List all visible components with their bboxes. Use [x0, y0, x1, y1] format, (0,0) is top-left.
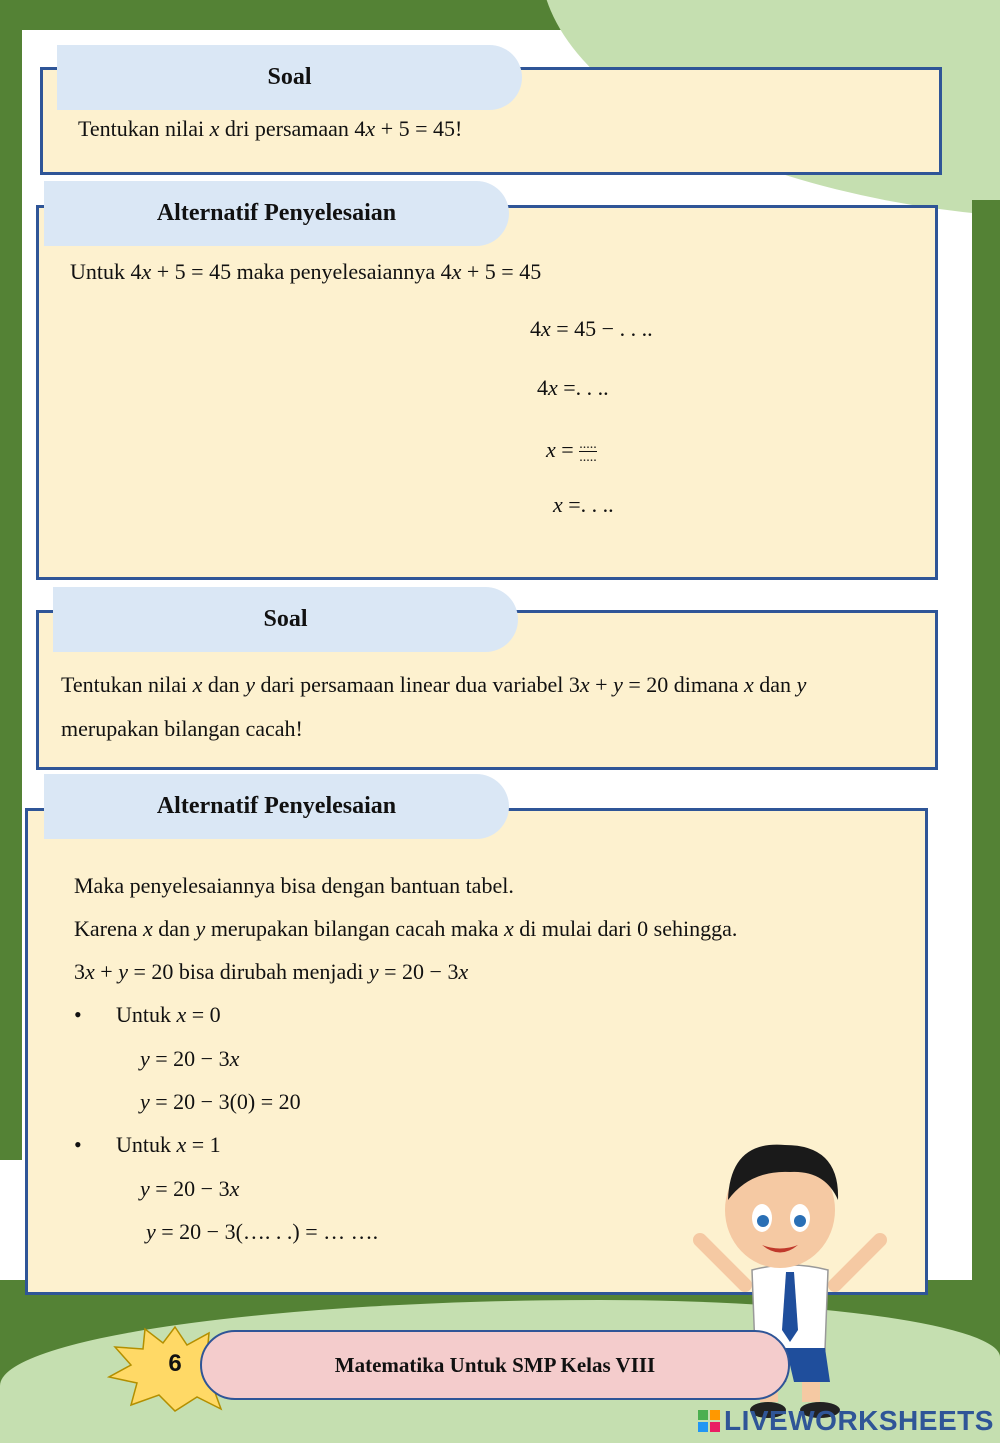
left-green-strip — [0, 30, 22, 1160]
variable-x: x — [229, 1046, 240, 1071]
variable-x: x — [143, 916, 153, 941]
solution-1-step-3 — [546, 436, 597, 464]
fraction-denominator: ..... — [579, 450, 597, 466]
solution-1-step-2: 4x =. . .. — [537, 375, 609, 400]
solution-1-step-1: 4x = 45 − . . .. — [530, 316, 653, 341]
variable-y: y — [368, 959, 379, 984]
step-3-lhs: x = — [546, 437, 580, 462]
liveworksheets-watermark[interactable]: LIVEWORKSHEETS — [724, 1405, 994, 1436]
question-2-title: Soal — [53, 587, 518, 652]
question-1-title: Soal — [57, 45, 522, 110]
variable-x: x — [176, 1132, 187, 1157]
footer-banner: Matematika Untuk SMP Kelas VIII — [200, 1330, 790, 1400]
variable-y: y — [140, 1176, 150, 1201]
variable-y: y — [146, 1219, 156, 1244]
solution-1-title: Alternatif Penyelesaian — [44, 181, 509, 246]
variable-x: x — [85, 959, 95, 984]
variable-x: x — [548, 375, 558, 400]
variable-x: x — [546, 437, 556, 462]
variable-x: x — [504, 916, 514, 941]
variable-x: x — [229, 1176, 240, 1201]
variable-y: y — [118, 959, 128, 984]
question-1-text: Tentukan nilai x dri persamaan 4x + 5 = 45! — [78, 116, 463, 141]
variable-x: x — [458, 959, 469, 984]
variable-y: y — [245, 672, 255, 697]
variable-x: x — [141, 259, 152, 284]
bullet-2-text: Untuk x = 1 — [116, 1132, 221, 1157]
variable-y: y — [195, 916, 206, 941]
right-green-strip — [972, 200, 1000, 1300]
variable-x: x — [451, 259, 462, 284]
bullet-1-text: Untuk x = 0 — [116, 1002, 221, 1027]
variable-x: x — [365, 116, 376, 141]
variable-x: x — [176, 1002, 187, 1027]
bullet-2-line-2: y = 20 − 3(…. . .) = … …. — [146, 1219, 379, 1244]
variable-x: x — [541, 316, 551, 341]
bullet-2-line-1: y = 20 − 3x — [140, 1176, 240, 1201]
variable-y: y — [140, 1046, 150, 1071]
variable-y: y — [613, 672, 623, 697]
variable-y: y — [140, 1089, 150, 1114]
page-number: 6 — [168, 1350, 182, 1377]
variable-x: x — [209, 116, 220, 141]
fraction-numerator: ..... — [579, 437, 597, 453]
bullet-1-line-2: y = 20 − 3(0) = 20 — [140, 1089, 301, 1114]
bullet-2-marker: • — [74, 1132, 82, 1157]
solution-2-line-2: Karena x dan y merupakan bilangan cacah maka x di mulai dari 0 sehingga. — [74, 916, 738, 941]
solution-2-title: Alternatif Penyelesaian — [44, 774, 509, 839]
liveworksheets-logo-icon — [698, 1410, 720, 1432]
question-2-line-2: merupakan bilangan cacah! — [61, 716, 303, 741]
step-3-fraction — [579, 439, 597, 464]
variable-x: x — [744, 672, 754, 697]
variable-x: x — [579, 672, 590, 697]
bullet-1-line-1: y = 20 − 3x — [140, 1046, 240, 1071]
variable-y: y — [796, 672, 807, 697]
solution-1-step-4: x =. . .. — [553, 492, 614, 517]
solution-2-line-1: Maka penyelesaiannya bisa dengan bantuan tabel. — [74, 873, 514, 898]
bullet-1-marker: • — [74, 1002, 82, 1027]
variable-x: x — [553, 492, 563, 517]
solution-2-line-3: 3x + y = 20 bisa dirubah menjadi y = 20 − 3x — [74, 959, 469, 984]
question-2-line-1: Tentukan nilai x dan y dari persamaan linear dua variabel 3x + y = 20 dimana x dan y — [61, 672, 807, 697]
variable-x: x — [192, 672, 203, 697]
solution-1-intro: Untuk 4x + 5 = 45 maka penyelesaiannya 4x + 5 = 45 — [70, 259, 542, 284]
